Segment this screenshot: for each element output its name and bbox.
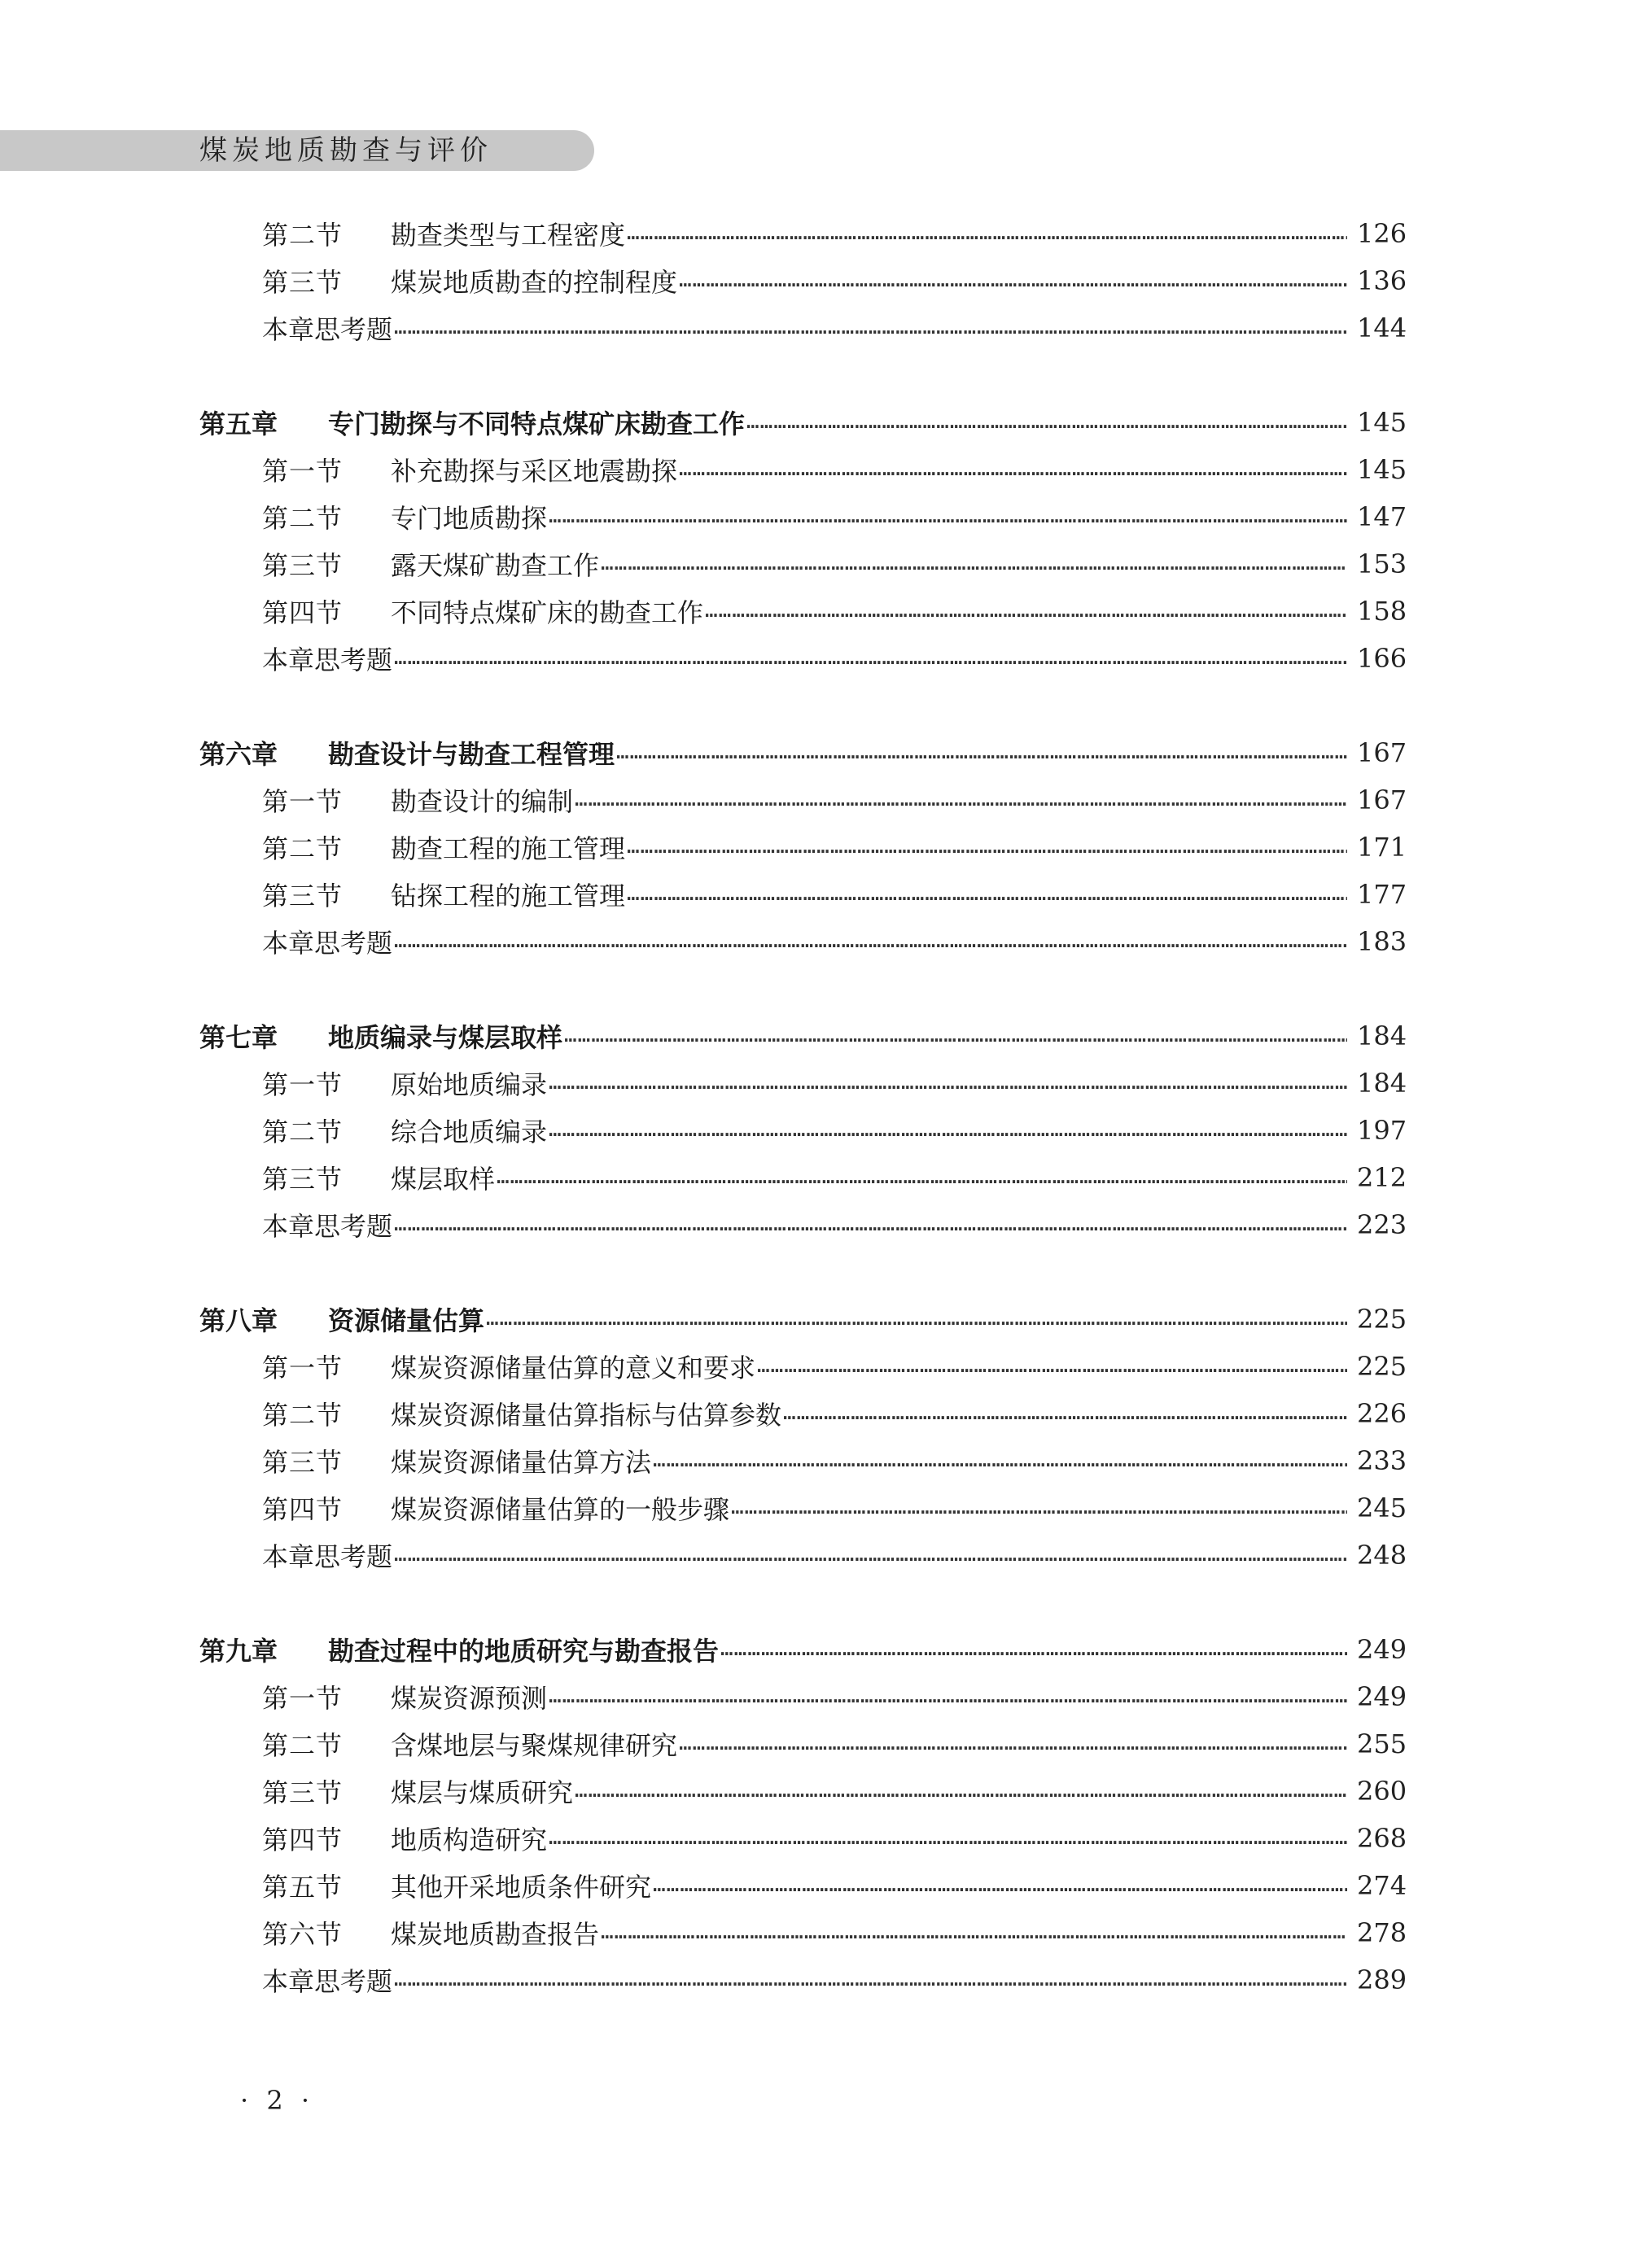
page-number: 260 [1357, 1776, 1407, 1807]
toc-entry-label [262, 1159, 495, 1196]
dot-leader [486, 1306, 1347, 1332]
dot-leader [653, 1873, 1347, 1899]
section-title: 煤炭资源储量估算的意义和要求 [391, 1352, 756, 1383]
toc-entry-label [262, 592, 703, 630]
chapter-number: 第五章 [199, 409, 278, 439]
page-number: 147 [1357, 501, 1407, 532]
toc-entry-label [262, 262, 677, 299]
page-number: 249 [1357, 1681, 1407, 1712]
dot-leader [564, 1023, 1347, 1049]
section-number: 第二节 [262, 220, 344, 251]
toc-section-entry[interactable] [0, 776, 1628, 824]
section-title: 煤炭资源预测 [391, 1683, 548, 1714]
toc-chapter-entry[interactable] [0, 729, 1628, 776]
chapter-number: 第七章 [199, 1022, 278, 1053]
section-number: 第六节 [262, 1919, 344, 1950]
toc-entry-label [262, 1112, 547, 1149]
toc-entry-label [262, 309, 392, 347]
toc-questions-entry[interactable] [0, 1532, 1628, 1579]
page-number: 177 [1357, 879, 1407, 910]
toc-entry-label [262, 1678, 547, 1715]
toc-section-entry[interactable] [0, 824, 1628, 871]
page-number: 226 [1357, 1398, 1407, 1429]
toc-entry-label [262, 1914, 599, 1951]
dot-leader [627, 834, 1347, 860]
dot-leader [549, 1825, 1347, 1851]
page-number: 278 [1357, 1917, 1407, 1948]
page-number: 184 [1357, 1068, 1407, 1099]
toc-section-entry[interactable] [0, 257, 1628, 304]
dot-leader [394, 1967, 1347, 1993]
toc-section-entry[interactable] [0, 1909, 1628, 1956]
toc-section-entry[interactable] [0, 1343, 1628, 1390]
dot-leader [720, 1637, 1347, 1663]
dot-leader [705, 598, 1347, 624]
section-title: 综合地质编录 [391, 1117, 548, 1147]
toc-entry-label [199, 1017, 562, 1055]
page-number: 144 [1357, 312, 1407, 343]
chapter-title: 勘查设计与勘查工程管理 [328, 739, 615, 770]
page-number: 171 [1357, 832, 1407, 863]
page-number: 153 [1357, 548, 1407, 579]
dot-leader [394, 315, 1347, 341]
page-number: 223 [1357, 1209, 1407, 1240]
page-number: 268 [1357, 1823, 1407, 1854]
toc-entry-label [262, 1442, 651, 1479]
toc-section-entry[interactable] [0, 1484, 1628, 1532]
toc-section-entry[interactable] [0, 1673, 1628, 1720]
section-title: 勘查类型与工程密度 [391, 220, 626, 251]
questions-title: 本章思考题 [262, 314, 393, 345]
toc-entry-label [262, 640, 392, 677]
section-title: 露天煤矿勘查工作 [391, 550, 600, 581]
dot-leader [757, 1353, 1347, 1379]
chapter-title: 地质编录与煤层取样 [328, 1022, 563, 1053]
section-title: 勘查设计的编制 [391, 786, 574, 817]
chapter-number: 第六章 [199, 739, 278, 770]
dot-leader [746, 409, 1347, 435]
toc-section-entry[interactable] [0, 1720, 1628, 1768]
toc-section-entry[interactable] [0, 1154, 1628, 1201]
section-number: 第三节 [262, 267, 344, 298]
toc-entry-label [262, 1489, 729, 1527]
toc-entry-label [262, 876, 625, 913]
toc-entry-label [262, 1961, 392, 1999]
page-number: 274 [1357, 1870, 1407, 1901]
toc-section-entry[interactable] [0, 210, 1628, 257]
section-title: 其他开采地质条件研究 [391, 1872, 652, 1903]
section-title: 补充勘探与采区地震勘探 [391, 456, 678, 487]
section-title: 原始地质编录 [391, 1069, 548, 1100]
dot-leader [731, 1495, 1347, 1521]
section-number: 第二节 [262, 1400, 344, 1431]
section-title: 煤炭地质勘查报告 [391, 1919, 600, 1950]
dot-leader [601, 551, 1347, 577]
section-number: 第三节 [262, 550, 344, 581]
dot-leader [394, 929, 1347, 955]
toc-section-entry[interactable] [0, 493, 1628, 540]
toc-entry-label [262, 1206, 392, 1243]
page-number: 245 [1357, 1492, 1407, 1523]
toc-entry-label [262, 1725, 677, 1763]
toc-questions-entry[interactable] [0, 635, 1628, 682]
section-title: 煤层与煤质研究 [391, 1777, 574, 1808]
section-number: 第一节 [262, 456, 344, 487]
toc-section-entry[interactable] [0, 588, 1628, 635]
section-number: 第二节 [262, 1730, 344, 1761]
toc-questions-entry[interactable] [0, 918, 1628, 965]
section-number: 第四节 [262, 1824, 344, 1855]
toc-questions-entry[interactable] [0, 1201, 1628, 1248]
questions-title: 本章思考题 [262, 928, 393, 959]
section-number: 第二节 [262, 1117, 344, 1147]
chapter-title: 勘查过程中的地质研究与勘查报告 [328, 1636, 720, 1667]
dot-leader [679, 457, 1347, 483]
toc-section-entry[interactable] [0, 1060, 1628, 1107]
page-number: 145 [1357, 454, 1407, 485]
toc-section-entry[interactable] [0, 540, 1628, 588]
section-number: 第三节 [262, 1447, 344, 1478]
dot-leader [575, 1778, 1347, 1804]
section-number: 第三节 [262, 1777, 344, 1808]
section-number: 第三节 [262, 1164, 344, 1195]
toc-entry-label [199, 734, 615, 771]
page-number: 183 [1357, 926, 1407, 957]
section-number: 第四节 [262, 1494, 344, 1525]
toc-section-entry[interactable] [0, 1390, 1628, 1437]
section-title: 钻探工程的施工管理 [391, 881, 626, 911]
chapter-number: 第九章 [199, 1636, 278, 1667]
toc-entry-label [199, 404, 745, 441]
toc-section-entry[interactable] [0, 446, 1628, 493]
toc-entry-label [262, 451, 677, 488]
section-number: 第二节 [262, 833, 344, 864]
page-folio: · 2 · [240, 2085, 315, 2116]
toc-entry-label [262, 545, 599, 583]
page-number: 166 [1357, 643, 1407, 674]
chapter-number: 第八章 [199, 1305, 278, 1336]
page-number: 167 [1357, 784, 1407, 815]
section-number: 第五节 [262, 1872, 344, 1903]
section-title: 含煤地层与聚煤规律研究 [391, 1730, 678, 1761]
dot-leader [549, 504, 1347, 530]
dot-leader [394, 645, 1347, 671]
section-number: 第一节 [262, 1352, 344, 1383]
page-number: 145 [1357, 407, 1407, 438]
toc-entry-label [262, 923, 392, 960]
section-title: 地质构造研究 [391, 1824, 548, 1855]
toc-entry-label [262, 1395, 781, 1432]
page-number: 136 [1357, 265, 1407, 296]
toc-entry-label [262, 1536, 392, 1574]
dot-leader [679, 1731, 1347, 1757]
page-number: 248 [1357, 1540, 1407, 1571]
section-title: 煤层取样 [391, 1164, 496, 1195]
dot-leader [394, 1212, 1347, 1238]
toc-entry-label [262, 498, 547, 535]
dot-leader [616, 740, 1347, 766]
toc-section-entry[interactable] [0, 871, 1628, 918]
toc-chapter-entry[interactable] [0, 1626, 1628, 1673]
dot-leader [549, 1117, 1347, 1143]
page-number: 225 [1357, 1304, 1407, 1335]
toc-section-entry[interactable] [0, 1862, 1628, 1909]
toc-entry-label [199, 1631, 719, 1668]
dot-leader [627, 221, 1347, 247]
page-number: 233 [1357, 1445, 1407, 1476]
chapter-title: 资源储量估算 [328, 1305, 485, 1336]
dot-leader [783, 1401, 1347, 1427]
dot-leader [601, 1920, 1347, 1946]
section-number: 第二节 [262, 503, 344, 534]
section-number: 第三节 [262, 881, 344, 911]
toc-section-entry[interactable] [0, 1437, 1628, 1484]
page-number: 289 [1357, 1964, 1407, 1995]
section-title: 专门地质勘探 [391, 503, 548, 534]
section-number: 第四节 [262, 597, 344, 628]
page-number: 225 [1357, 1351, 1407, 1382]
section-title: 煤炭地质勘查的控制程度 [391, 267, 678, 298]
dot-leader [627, 881, 1347, 907]
section-title: 煤炭资源储量估算指标与估算参数 [391, 1400, 782, 1431]
questions-title: 本章思考题 [262, 1541, 393, 1572]
questions-title: 本章思考题 [262, 645, 393, 675]
section-number: 第一节 [262, 786, 344, 817]
toc-entry-label [262, 1348, 755, 1385]
page-number: 255 [1357, 1728, 1407, 1759]
running-header-title: 煤炭地质勘查与评价 [199, 134, 492, 167]
toc-entry-label [262, 1867, 651, 1904]
dot-leader [497, 1165, 1347, 1191]
toc-chapter-entry[interactable] [0, 1012, 1628, 1060]
toc-entry-label [262, 1772, 573, 1810]
toc-entry-label [262, 828, 625, 866]
page-number: 197 [1357, 1115, 1407, 1146]
toc-section-entry[interactable] [0, 1107, 1628, 1154]
toc-chapter-entry[interactable] [0, 399, 1628, 446]
section-title: 煤炭资源储量估算方法 [391, 1447, 652, 1478]
page-number: 212 [1357, 1162, 1407, 1193]
page-number: 167 [1357, 737, 1407, 768]
table-of-contents [0, 210, 1628, 2004]
page-number: 126 [1357, 218, 1407, 249]
toc-section-entry[interactable] [0, 1768, 1628, 1815]
toc-entry-label [262, 215, 625, 252]
toc-section-entry[interactable] [0, 1815, 1628, 1862]
dot-leader [549, 1070, 1347, 1096]
section-title: 不同特点煤矿床的勘查工作 [391, 597, 704, 628]
questions-title: 本章思考题 [262, 1211, 393, 1242]
toc-entry-label [262, 1064, 547, 1102]
dot-leader [679, 268, 1347, 294]
section-number: 第一节 [262, 1683, 344, 1714]
page-number: 158 [1357, 596, 1407, 627]
dot-leader [549, 1684, 1347, 1710]
page-number: 184 [1357, 1020, 1407, 1051]
dot-leader [394, 1542, 1347, 1568]
toc-entry-label [199, 1300, 484, 1338]
chapter-title: 专门勘探与不同特点煤矿床勘查工作 [328, 409, 746, 439]
dot-leader [575, 787, 1347, 813]
toc-entry-label [262, 1820, 547, 1857]
questions-title: 本章思考题 [262, 1966, 393, 1997]
toc-entry-label [262, 781, 573, 819]
toc-questions-entry[interactable] [0, 304, 1628, 352]
section-title: 煤炭资源储量估算的一般步骤 [391, 1494, 730, 1525]
toc-chapter-entry[interactable] [0, 1296, 1628, 1343]
toc-questions-entry[interactable] [0, 1956, 1628, 2004]
dot-leader [653, 1448, 1347, 1474]
section-number: 第一节 [262, 1069, 344, 1100]
page-number: 249 [1357, 1634, 1407, 1665]
section-title: 勘查工程的施工管理 [391, 833, 626, 864]
